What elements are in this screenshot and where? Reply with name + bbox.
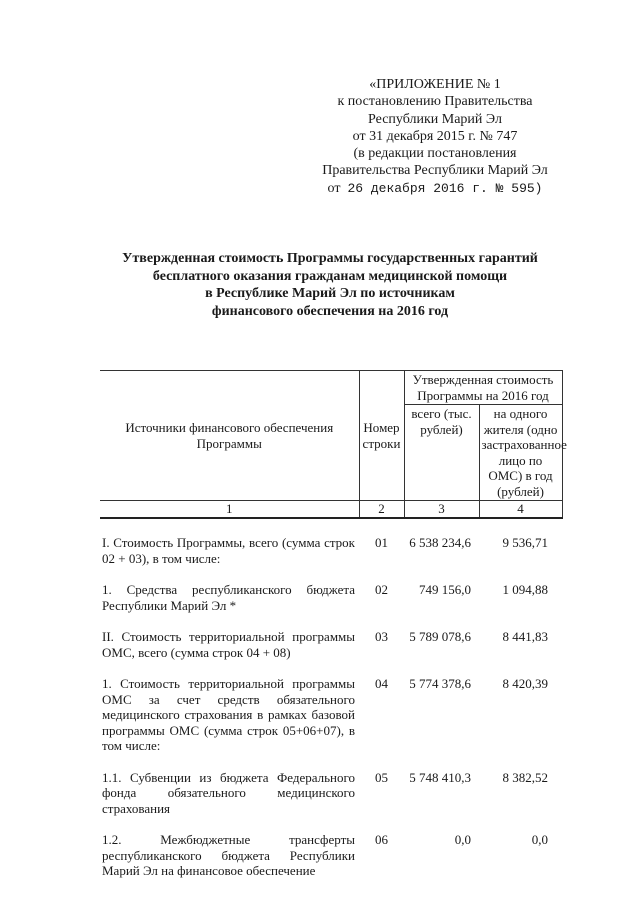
title-line-2: бесплатного оказания гражданам медицинской помощи xyxy=(152,268,508,284)
row-label: 1.2. Межбюджетные трансферты республиканского бюджета Республики Марий Эл на финансовое обеспечение xyxy=(102,832,355,878)
revision-date xyxy=(300,180,570,197)
row-per-capita: 1 094,88 xyxy=(502,582,549,597)
row-label: II. Стоимость территориальной программы ОМС, всего (сумма строк 04 + 08) xyxy=(102,629,355,660)
financing-table xyxy=(100,370,567,879)
row-per-capita: 8 382,52 xyxy=(502,769,549,785)
column-number: 2 xyxy=(359,501,404,519)
column-number: 1 xyxy=(100,501,359,519)
republic-name: Республики Марий Эл xyxy=(368,111,502,127)
row-number: 03 xyxy=(375,629,388,644)
row-per-capita: 8 441,83 xyxy=(502,629,549,644)
row-number: 05 xyxy=(375,769,388,785)
table-row xyxy=(100,582,562,613)
table-row xyxy=(100,629,562,660)
row-per-capita: 0,0 xyxy=(531,832,549,847)
revision-date-prefix: от xyxy=(327,180,341,196)
title-line-3: в Республике Марий Эл по источникам xyxy=(205,286,455,301)
row-label: I. Стоимость Программы, всего (сумма строк 02 + 03), в том числе: xyxy=(102,535,355,566)
revision-note: (в редакции постановления xyxy=(353,146,517,162)
header-source: Источники финансового обеспечения Программы xyxy=(100,371,359,501)
row-total: 749 156,0 xyxy=(419,582,471,597)
row-total: 5 789 078,6 xyxy=(409,629,471,644)
appendix-label: «ПРИЛОЖЕНИЕ № 1 xyxy=(369,77,501,92)
row-number: 02 xyxy=(375,582,388,597)
table-row xyxy=(100,770,562,817)
row-label: 1.1. Субвенции из бюджета Федерального фонда обязательного медицинского страхования xyxy=(102,769,355,816)
row-label: 1. Средства республиканского бюджета Республики Марий Эл * xyxy=(102,582,355,613)
table-row xyxy=(100,676,562,754)
header-total: всего (тыс. рублей) xyxy=(404,405,479,501)
table-row xyxy=(100,832,562,879)
row-per-capita: 9 536,71 xyxy=(502,535,549,550)
header-per-capita: на одного жителя (одно застрахованное лицо по ОМС) в год (рублей) xyxy=(479,405,562,501)
row-total: 0,0 xyxy=(454,832,471,847)
row-label: 1. Стоимость территориальной программы ОМС за счет средств обязательного медицинского страхования в рамках базовой программы ОМС (сумма строк 05+06+07), в том числе: xyxy=(102,676,355,753)
revision-date-value: 26 декабря 2016 г. № 595) xyxy=(347,180,543,196)
title-line-1: Утвержденная стоимость Программы государственных гарантий xyxy=(122,251,538,266)
title-line-4: финансового обеспечения на 2016 год xyxy=(211,303,449,319)
row-number: 06 xyxy=(375,832,388,847)
government-name: Правительства Республики Марий Эл xyxy=(322,163,548,179)
row-total: 5 774 378,6 xyxy=(409,676,471,691)
row-total: 6 538 234,6 xyxy=(409,535,471,550)
row-per-capita: 8 420,39 xyxy=(502,676,549,691)
header-row-number: Номер строки xyxy=(359,371,404,501)
table-row xyxy=(100,535,562,566)
document-title xyxy=(100,250,560,320)
row-number: 01 xyxy=(375,535,388,550)
row-total: 5 748 410,3 xyxy=(409,769,471,785)
decree-reference: к постановлению Правительства xyxy=(337,94,533,110)
header-approved-cost: Утвержденная стоимость Программы на 2016 год xyxy=(404,371,562,405)
column-number: 3 xyxy=(404,501,479,519)
decree-date: от 31 декабря 2015 г. № 747 xyxy=(352,128,518,144)
column-number: 4 xyxy=(479,501,562,519)
row-number: 04 xyxy=(375,676,388,691)
appendix-header xyxy=(300,76,570,197)
